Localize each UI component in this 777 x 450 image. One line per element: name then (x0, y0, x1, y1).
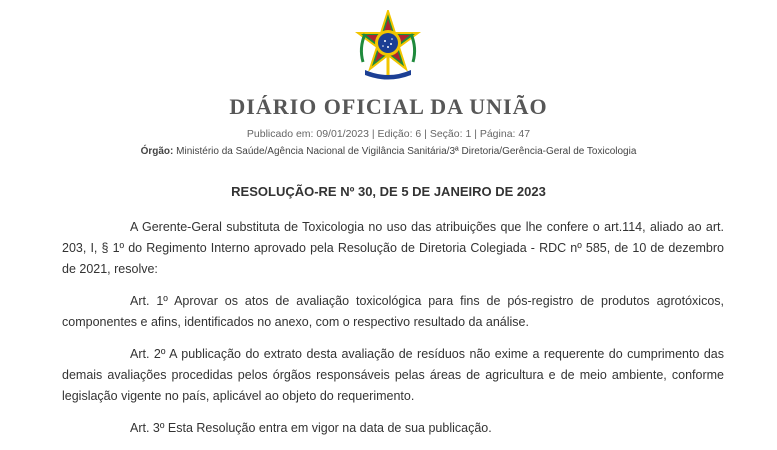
preamble-paragraph: A Gerente-Geral substituta de Toxicologia no uso das atribuições que lhe confere o art.114, aliado ao art. 203, I, § 1º do Regimento Interno aprovado pela Resolução de Diretoria Colegiada - RDC nº 585, de 10 de dezembro de 2021, resolve: (62, 220, 724, 276)
orgao-value: Ministério da Saúde/Agência Nacional de Vigilância Sanitária/3ª Diretoria/Gerência-Geral de Toxicologia (176, 146, 637, 157)
brazil-coat-of-arms-icon (355, 10, 421, 82)
orgao-line (0, 146, 777, 157)
article-3-paragraph: Art. 3º Esta Resolução entra em vigor na data de sua publicação. (130, 421, 492, 435)
publication-info: Publicado em: 09/01/2023 | Edição: 6 | Seção: 1 | Página: 47 (246, 128, 531, 140)
article-1-paragraph: Art. 1º Aprovar os atos de avaliação toxicológica para fins de pós-registro de produtos agrotóxicos, componentes e afins, identificados no anexo, com o respectivo resultado da análise. (62, 294, 724, 329)
article-2-paragraph: Art. 2º A publicação do extrato desta avaliação de resíduos não exime a requerente do cumprimento das demais avaliações procedidas pelos órgãos responsáveis pelas áreas de agricultura e de meio ambiente, conforme legislação vigente no país, aplicável ao objeto do requerimento. (62, 347, 724, 403)
orgao-label: Órgão: (140, 146, 174, 157)
resolution-body (62, 217, 724, 450)
masthead-title: DIÁRIO OFICIAL DA UNIÃO (229, 94, 548, 119)
resolution-title: RESOLUÇÃO-RE Nº 30, DE 5 DE JANEIRO DE 2023 (231, 184, 546, 199)
